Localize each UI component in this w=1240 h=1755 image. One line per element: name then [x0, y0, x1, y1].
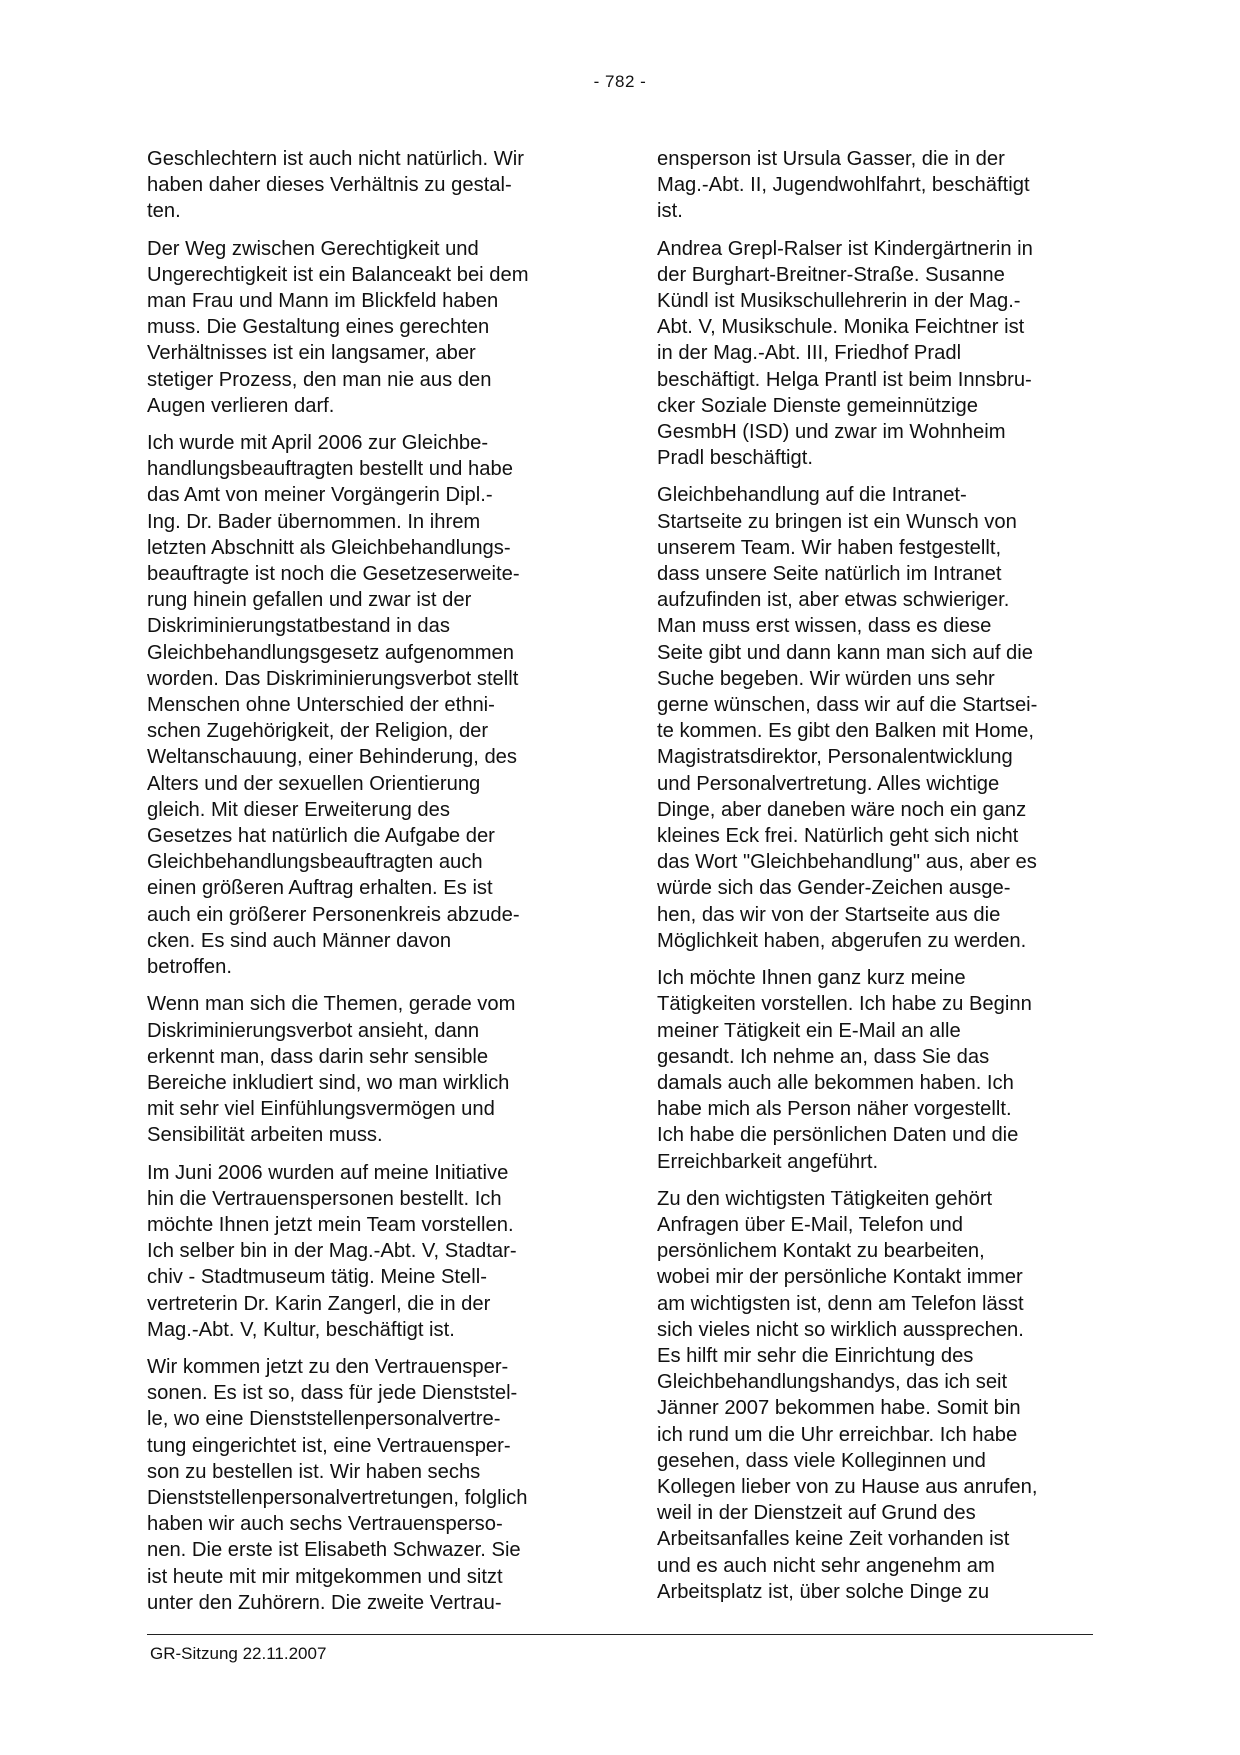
- paragraph: Andrea Grepl-Ralser ist Kindergärtnerin in der Burghart-Breitner-Straße. Susanne Kündl ist Musikschullehrerin in der Mag.- Abt. V, Musikschule. Monika Feichtner ist in der Mag.-Abt. III, Friedhof Pradl beschäftigt. Helga Prantl ist beim Innsbru- cker Soziale Dienste gemeinnützige GesmbH (ISD) und zwar im Wohnheim Pradl beschäftigt.: [657, 237, 1033, 470]
- paragraph: Gleichbehandlung auf die Intranet- Startseite zu bringen ist ein Wunsch von unserem Team. Wir haben festgestellt, dass unsere Seite natürlich im Intranet aufzufinden ist, aber etwas schwieriger. Man muss erst wissen, dass es diese Seite gibt und dann kann man sich auf die Suche begeben. Wir würden uns sehr gerne wünschen, dass wir auf die Startsei- te kommen. Es gibt den Balken mit Home, Magistratsdirektor, Personalentwicklung und Personalvertretung. Alles wichtige Dinge, aber daneben wäre noch ein ganz kleines Eck frei. Natürlich geht sich nicht das Wort "Gleichbehandlung" aus, aber es würde sich das Gender-Zeichen ausge- hen, das wir von der Startseite aus die Möglichkeit haben, abgerufen zu werden.: [657, 484, 1038, 952]
- right-column: [657, 146, 1097, 1616]
- page-number: - 782 -: [593, 72, 647, 91]
- paragraph: Ich möchte Ihnen ganz kurz meine Tätigkeiten vorstellen. Ich habe zu Beginn meiner Tätigkeit ein E-Mail an alle gesandt. Ich nehme an, dass Sie das damals auch alle bekommen haben. Ich habe mich als Person näher vorgestellt. Ich habe die persönlichen Daten und die Erreichbarkeit angeführt.: [657, 967, 1032, 1173]
- footer-session-label: GR-Sitzung 22.11.2007: [150, 1644, 327, 1663]
- paragraph: Im Juni 2006 wurden auf meine Initiative hin die Vertrauenspersonen bestellt. Ich möchte Ihnen jetzt mein Team vorstellen. Ich selber bin in der Mag.-Abt. V, Stadtar- chiv - Stadtmuseum tätig. Meine Stell- vertreterin Dr. Karin Zangerl, die in der Mag.-Abt. V, Kultur, beschäftigt ist.: [147, 1161, 517, 1341]
- paragraph: Wenn man sich die Themen, gerade vom Diskriminierungsverbot ansieht, dann erkennt man, dass darin sehr sensible Bereiche inkludiert sind, wo man wirklich mit sehr viel Einfühlungsvermögen und Sensibilität arbeiten muss.: [147, 993, 516, 1147]
- paragraph: Wir kommen jetzt zu den Vertrauensper- sonen. Es ist so, dass für jede Dienststel- le, wo eine Dienststellenpersonalvertre- tung eingerichtet ist, eine Vertrauensper- son zu bestellen ist. Wir haben sechs Dienststellenpersonalvertretungen, folglich haben wir auch sechs Vertrauensperso- nen. Die erste ist Elisabeth Schwazer. Sie ist heute mit mir mitgekommen und sitzt unter den Zuhörern. Die zweite Vertrau-: [147, 1355, 528, 1614]
- paragraph: Der Weg zwischen Gerechtigkeit und Ungerechtigkeit ist ein Balanceakt bei dem man Frau und Mann im Blickfeld haben muss. Die Gestaltung eines gerechten Verhältnisses ist ein langsamer, aber stetiger Prozess, den man nie aus den Augen verlieren darf.: [147, 237, 529, 417]
- paragraph: Zu den wichtigsten Tätigkeiten gehört Anfragen über E-Mail, Telefon und persönlichem Kontakt zu bearbeiten, wobei mir der persönliche Kontakt immer am wichtigsten ist, denn am Telefon lässt sich vieles nicht so wirklich aussprechen. Es hilft mir sehr die Einrichtung des Gleichbehandlungshandys, das ich seit Jänner 2007 bekommen habe. Somit bin ich rund um die Uhr erreichbar. Ich habe gesehen, dass viele Kolleginnen und Kollegen lieber von zu Hause aus anrufen, weil in der Dienstzeit auf Grund des Arbeitsanfalles keine Zeit vorhanden ist und es auch nicht sehr angenehm am Arbeitsplatz ist, über solche Dinge zu: [657, 1187, 1038, 1603]
- paragraph: ensperson ist Ursula Gasser, die in der Mag.-Abt. II, Jugendwohlfahrt, beschäftigt ist.: [657, 148, 1030, 223]
- paragraph: Ich wurde mit April 2006 zur Gleichbe- handlungsbeauftragten bestellt und habe das Amt von meiner Vorgängerin Dipl.- Ing. Dr. Bader übernommen. In ihrem letzten Abschnitt als Gleichbehandlungs- beauftragte ist noch die Gesetzeserweite- rung hinein gefallen und zwar ist der Diskriminierungstatbestand in das Gleichbehandlungsgesetz aufgenommen worden. Das Diskriminierungsverbot stellt Menschen ohne Unterschied der ethni- schen Zugehörigkeit, der Religion, der Weltanschauung, einer Behinderung, des Alters und der sexuellen Orientierung gleich. Mit dieser Erweiterung des Gesetzes hat natürlich die Aufgabe der Gleichbehandlungsbeauftragten auch einen größeren Auftrag erhalten. Es ist auch ein größerer Personenkreis abzude- cken. Es sind auch Männer davon betroffen.: [147, 432, 520, 979]
- paragraph: Geschlechtern ist auch nicht natürlich. Wir haben daher dieses Verhältnis zu gestal- ten.: [147, 148, 524, 223]
- footer-divider: [147, 1634, 1093, 1635]
- left-column: [147, 146, 587, 1627]
